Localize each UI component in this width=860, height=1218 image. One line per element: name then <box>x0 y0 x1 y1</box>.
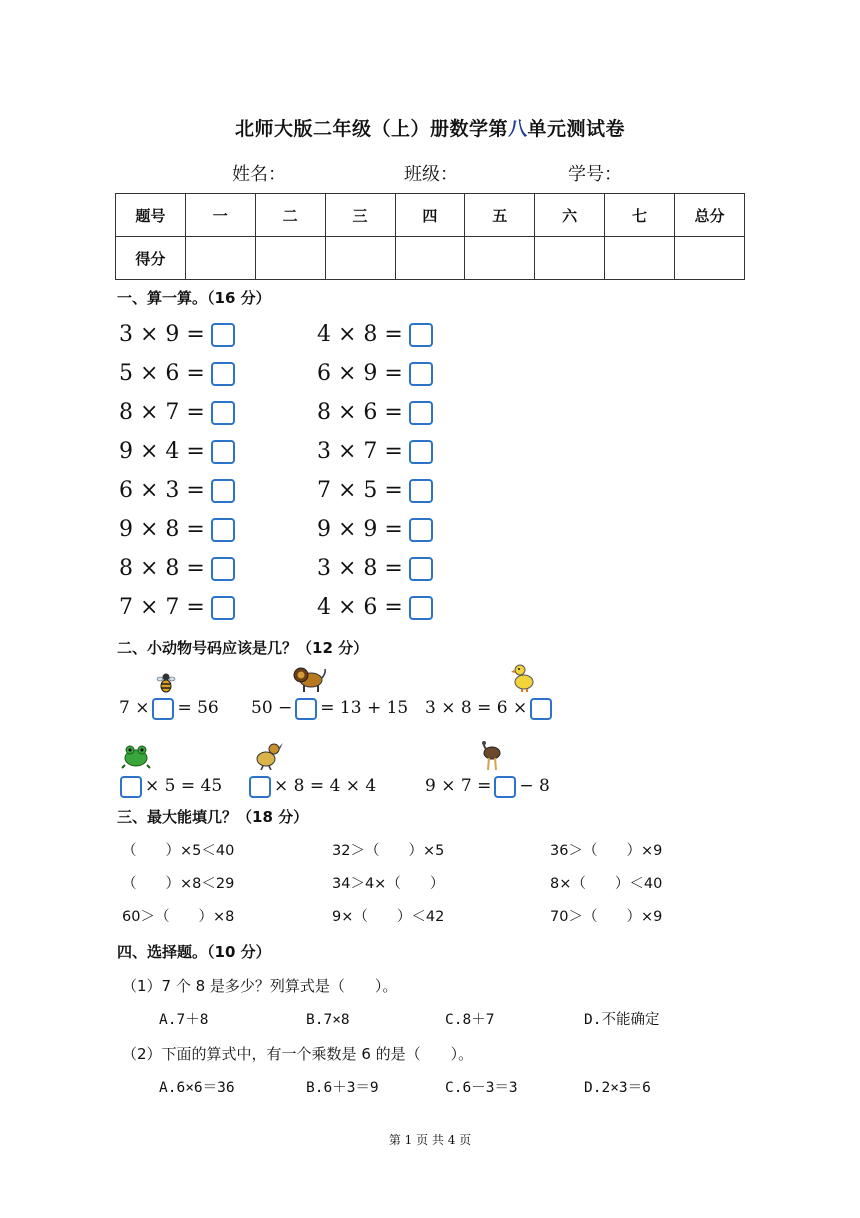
bee-icon <box>155 670 177 694</box>
option-b[interactable]: B.6＋3＝9 <box>306 1080 379 1096</box>
table-cell: 五 <box>465 194 535 237</box>
fill-item: 70＞（ ）×9 <box>550 909 663 925</box>
answer-box[interactable] <box>249 776 271 798</box>
option-b[interactable]: B.7×8 <box>306 1012 350 1028</box>
answer-box[interactable] <box>211 323 235 347</box>
answer-box[interactable] <box>409 440 433 464</box>
option-c[interactable]: C.6－3＝3 <box>445 1080 518 1096</box>
calc-item: 8 × 8 = <box>119 554 235 584</box>
lion-icon <box>292 663 326 693</box>
table-cell: 题号 <box>116 194 186 237</box>
page-footer: 第 1 页 共 4 页 <box>388 1133 472 1147</box>
calc-item: 7 × 5 = <box>317 476 433 506</box>
option-d[interactable]: D.不能确定 <box>584 1012 660 1028</box>
answer-box[interactable] <box>152 698 174 720</box>
calc-item: 6 × 3 = <box>119 476 235 506</box>
bird-icon <box>250 740 284 770</box>
score-input-cell[interactable] <box>675 237 745 280</box>
table-cell: 二 <box>255 194 325 237</box>
animal-equation: 7 × = 56 <box>119 698 219 718</box>
calc-item: 8 × 6 = <box>317 398 433 428</box>
section2-title: 二、小动物号码应该是几？（12 分） <box>117 639 369 657</box>
answer-box[interactable] <box>530 698 552 720</box>
option-a[interactable]: A.6×6＝36 <box>159 1080 235 1096</box>
fill-item: （ ）×8＜29 <box>122 876 235 892</box>
fill-item: （ ）×5＜40 <box>122 843 235 859</box>
table-cell: 七 <box>605 194 675 237</box>
animal-equation: × 8 = 4 × 4 <box>249 773 376 799</box>
calc-item: 6 × 9 = <box>317 359 433 389</box>
answer-box[interactable] <box>120 776 142 798</box>
table-cell: 一 <box>185 194 255 237</box>
score-input-cell[interactable] <box>395 237 465 280</box>
answer-box[interactable] <box>211 401 235 425</box>
frog-icon <box>121 743 151 769</box>
fill-item: 32＞（ ）×5 <box>332 843 445 859</box>
answer-box[interactable] <box>409 323 433 347</box>
answer-box[interactable] <box>211 596 235 620</box>
option-d[interactable]: D.2×3＝6 <box>584 1080 651 1096</box>
fill-item: 60＞（ ）×8 <box>122 909 235 925</box>
table-cell: 得分 <box>116 237 186 280</box>
table-cell: 四 <box>395 194 465 237</box>
table-cell: 三 <box>325 194 395 237</box>
score-input-cell[interactable] <box>535 237 605 280</box>
class-label: 班级： <box>404 164 458 185</box>
calc-item: 5 × 6 = <box>119 359 235 389</box>
answer-box[interactable] <box>211 479 235 503</box>
calc-item: 3 × 7 = <box>317 437 433 467</box>
answer-box[interactable] <box>409 479 433 503</box>
fill-item: 34＞4×（ ） <box>332 876 445 892</box>
fill-item: 36＞（ ）×9 <box>550 843 663 859</box>
calc-item: 3 × 8 = <box>317 554 433 584</box>
calc-item: 3 × 9 = <box>119 320 235 350</box>
answer-box[interactable] <box>211 518 235 542</box>
section3-title: 三、最大能填几？（18 分） <box>117 808 309 826</box>
answer-box[interactable] <box>211 362 235 386</box>
fill-item: 9×（ ）＜42 <box>332 909 445 925</box>
answer-box[interactable] <box>211 557 235 581</box>
animal-equation: 9 × 7 = − 8 <box>425 776 550 796</box>
animal-equation: 50 − = 13 + 15 <box>251 698 409 718</box>
option-a[interactable]: A.7＋8 <box>159 1012 209 1028</box>
ostrich-icon <box>478 741 504 771</box>
score-input-cell[interactable] <box>325 237 395 280</box>
answer-box[interactable] <box>295 698 317 720</box>
section1-title: 一、算一算。（16 分） <box>117 289 271 307</box>
table-cell: 六 <box>535 194 605 237</box>
calc-item: 9 × 4 = <box>119 437 235 467</box>
calc-item: 9 × 9 = <box>317 515 433 545</box>
answer-box[interactable] <box>409 557 433 581</box>
question-1: （1）7 个 8 是多少？列算式是（ ）。 <box>122 977 398 995</box>
score-input-cell[interactable] <box>185 237 255 280</box>
calc-item: 4 × 6 = <box>317 593 433 623</box>
calc-right-column <box>317 320 433 623</box>
fill-item: 8×（ ）＜40 <box>550 876 663 892</box>
calc-item: 7 × 7 = <box>119 593 235 623</box>
score-input-cell[interactable] <box>465 237 535 280</box>
calc-item: 9 × 8 = <box>119 515 235 545</box>
student-id-label: 学号： <box>568 164 622 185</box>
answer-box[interactable] <box>494 776 516 798</box>
name-label: 姓名： <box>232 164 286 185</box>
animal-equation: × 5 = 45 <box>120 773 222 799</box>
section4-title: 四、选择题。（10 分） <box>117 943 271 961</box>
answer-box[interactable] <box>409 401 433 425</box>
calc-item: 8 × 7 = <box>119 398 235 428</box>
option-c[interactable]: C.8＋7 <box>445 1012 495 1028</box>
score-header-row <box>116 194 745 237</box>
table-cell: 总分 <box>675 194 745 237</box>
score-input-cell[interactable] <box>605 237 675 280</box>
answer-box[interactable] <box>409 518 433 542</box>
page-title: 北师大版二年级（上）册数学第八单元测试卷 <box>234 118 626 140</box>
answer-box[interactable] <box>409 362 433 386</box>
score-input-cell[interactable] <box>255 237 325 280</box>
duck-icon <box>511 662 535 692</box>
score-value-row <box>116 237 745 280</box>
answer-box[interactable] <box>211 440 235 464</box>
calc-item: 4 × 8 = <box>317 320 433 350</box>
answer-box[interactable] <box>409 596 433 620</box>
question-2: （2）下面的算式中，有一个乘数是 6 的是（ ）。 <box>122 1045 474 1063</box>
calc-left-column <box>119 320 235 623</box>
score-table <box>115 193 745 280</box>
animal-equation: 3 × 8 = 6 × <box>425 695 555 721</box>
title-highlight: 八 <box>507 118 528 140</box>
